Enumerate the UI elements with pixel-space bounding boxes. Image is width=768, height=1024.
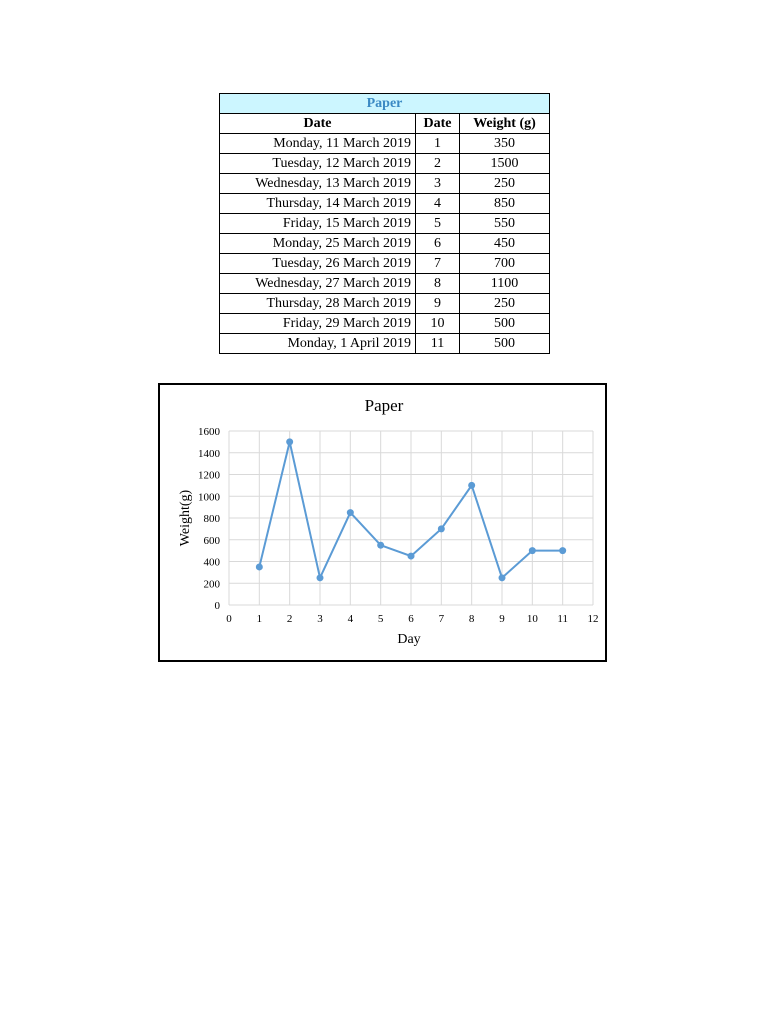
data-point bbox=[499, 574, 506, 581]
row-weight: 350 bbox=[460, 134, 550, 154]
row-day: 10 bbox=[416, 314, 460, 334]
row-weight: 850 bbox=[460, 194, 550, 214]
row-date: Thursday, 28 March 2019 bbox=[220, 294, 416, 314]
row-date: Monday, 1 April 2019 bbox=[220, 334, 416, 354]
row-date: Tuesday, 12 March 2019 bbox=[220, 154, 416, 174]
table-row bbox=[220, 134, 550, 154]
data-point bbox=[317, 574, 324, 581]
data-point bbox=[286, 438, 293, 445]
x-tick-label: 6 bbox=[408, 613, 414, 625]
data-point bbox=[559, 547, 566, 554]
x-tick-label: 12 bbox=[587, 613, 599, 625]
row-weight: 500 bbox=[460, 314, 550, 334]
row-date: Wednesday, 13 March 2019 bbox=[220, 174, 416, 194]
header-date: Date bbox=[220, 114, 416, 134]
row-day: 2 bbox=[416, 154, 460, 174]
row-day: 4 bbox=[416, 194, 460, 214]
table-row bbox=[220, 294, 550, 314]
table-row bbox=[220, 214, 550, 234]
y-tick-label: 1200 bbox=[198, 469, 220, 482]
paper-table bbox=[219, 93, 550, 354]
row-weight: 500 bbox=[460, 334, 550, 354]
table-row bbox=[220, 194, 550, 214]
row-date: Friday, 15 March 2019 bbox=[220, 214, 416, 234]
data-point bbox=[438, 525, 445, 532]
row-date: Friday, 29 March 2019 bbox=[220, 314, 416, 334]
x-tick-label: 0 bbox=[226, 613, 232, 625]
row-weight: 1500 bbox=[460, 154, 550, 174]
table-row bbox=[220, 314, 550, 334]
row-date: Thursday, 14 March 2019 bbox=[220, 194, 416, 214]
y-tick-label: 1400 bbox=[198, 447, 220, 460]
row-date: Wednesday, 27 March 2019 bbox=[220, 274, 416, 294]
table-body bbox=[220, 134, 550, 354]
x-tick-label: 2 bbox=[286, 613, 293, 625]
y-tick-label: 0 bbox=[214, 600, 220, 612]
row-day: 9 bbox=[416, 294, 460, 314]
table-header-row bbox=[220, 114, 550, 134]
table-row bbox=[220, 254, 550, 274]
x-tick-label: 1 bbox=[256, 613, 263, 625]
x-tick-label: 4 bbox=[347, 613, 354, 625]
x-tick-label: 5 bbox=[377, 613, 384, 625]
data-point bbox=[529, 547, 536, 554]
table-row bbox=[220, 234, 550, 254]
chart-container bbox=[158, 383, 607, 662]
data-point bbox=[377, 542, 384, 549]
paper-table-container bbox=[219, 93, 549, 354]
x-tick-label: 9 bbox=[499, 613, 505, 625]
x-tick-label: 11 bbox=[557, 613, 568, 625]
data-point bbox=[256, 563, 263, 570]
y-tick-label: 400 bbox=[203, 556, 220, 569]
row-weight: 550 bbox=[460, 214, 550, 234]
row-date: Monday, 25 March 2019 bbox=[220, 234, 416, 254]
table-row bbox=[220, 154, 550, 174]
row-weight: 700 bbox=[460, 254, 550, 274]
row-weight: 1100 bbox=[460, 274, 550, 294]
data-point bbox=[347, 509, 354, 516]
x-tick-label: 7 bbox=[438, 613, 445, 625]
table-row bbox=[220, 334, 550, 354]
x-tick-label: 10 bbox=[526, 613, 538, 625]
row-weight: 450 bbox=[460, 234, 550, 254]
row-day: 8 bbox=[416, 274, 460, 294]
y-tick-label: 600 bbox=[203, 534, 220, 547]
row-day: 7 bbox=[416, 254, 460, 274]
y-tick-label: 1600 bbox=[198, 426, 220, 438]
chart-title: Paper bbox=[364, 396, 404, 415]
data-point bbox=[468, 482, 475, 489]
row-date: Tuesday, 26 March 2019 bbox=[220, 254, 416, 274]
line-chart bbox=[160, 385, 605, 660]
row-day: 1 bbox=[416, 134, 460, 154]
data-point bbox=[408, 553, 415, 560]
row-day: 6 bbox=[416, 234, 460, 254]
row-day: 5 bbox=[416, 214, 460, 234]
row-date: Monday, 11 March 2019 bbox=[220, 134, 416, 154]
table-row bbox=[220, 174, 550, 194]
header-day: Date bbox=[416, 114, 460, 134]
x-tick-label: 3 bbox=[317, 613, 323, 625]
row-day: 11 bbox=[416, 334, 460, 354]
header-weight: Weight (g) bbox=[460, 114, 550, 134]
y-tick-label: 1000 bbox=[198, 491, 220, 504]
x-tick-label: 8 bbox=[468, 613, 475, 625]
table-title: Paper bbox=[220, 94, 550, 114]
y-tick-label: 200 bbox=[203, 578, 220, 591]
y-tick-label: 800 bbox=[203, 513, 220, 525]
row-weight: 250 bbox=[460, 294, 550, 314]
row-day: 3 bbox=[416, 174, 460, 194]
table-row bbox=[220, 274, 550, 294]
y-axis-label: Weight(g) bbox=[178, 489, 193, 547]
x-axis-label: Day bbox=[397, 632, 421, 647]
row-weight: 250 bbox=[460, 174, 550, 194]
